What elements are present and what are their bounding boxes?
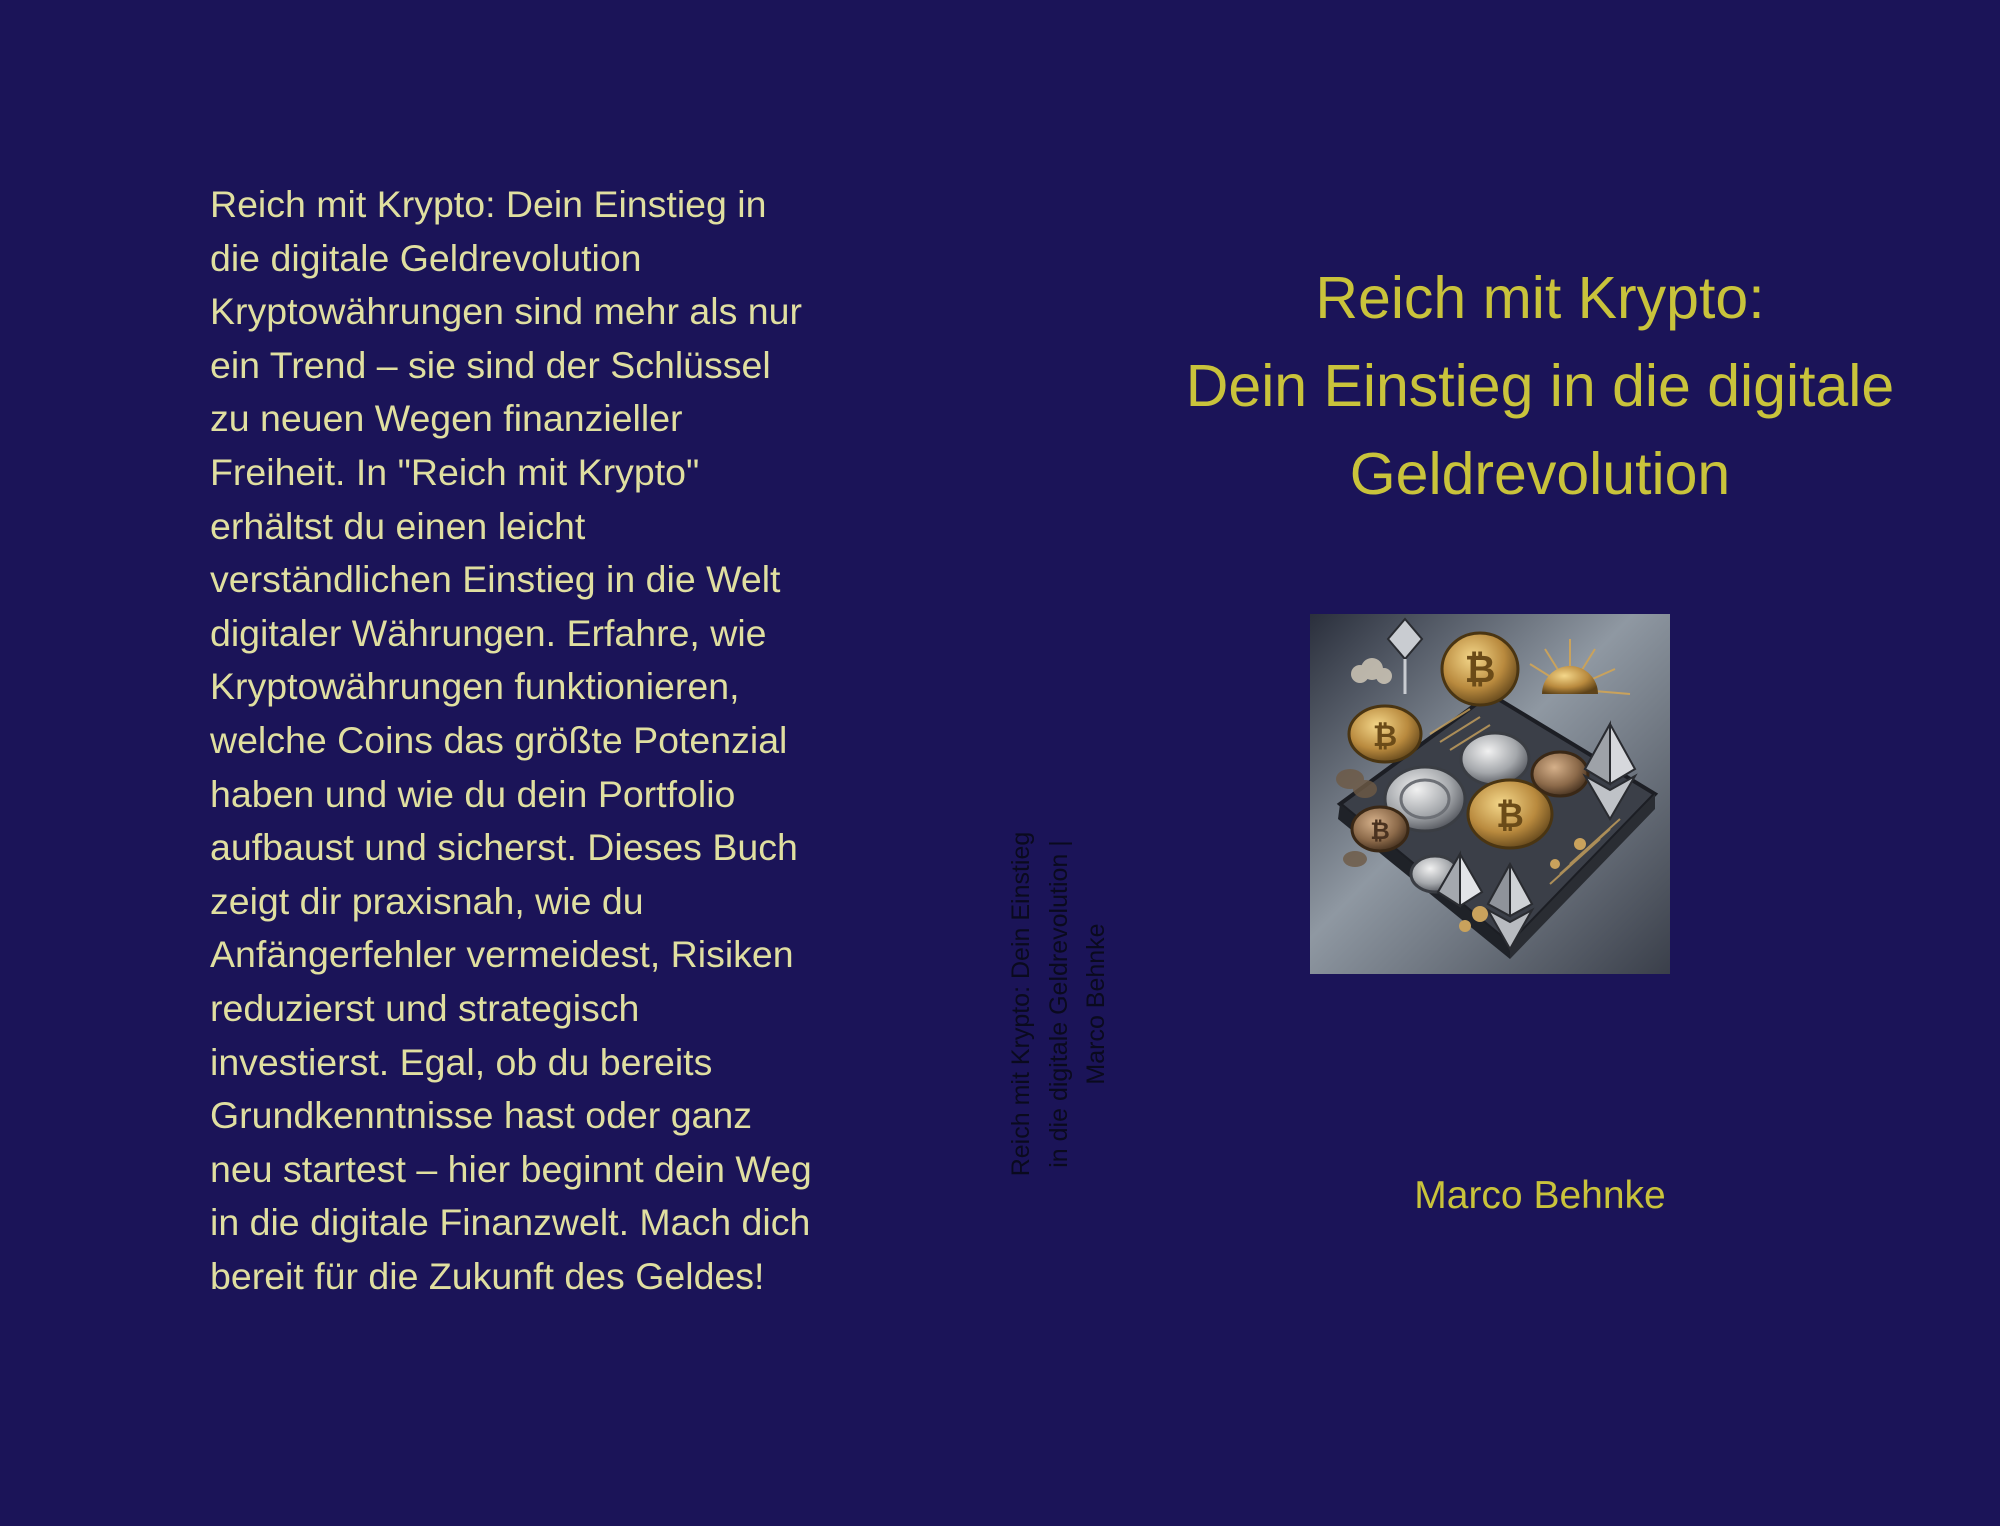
svg-text:₿: ₿ bbox=[1372, 720, 1398, 753]
front-cover-title: Reich mit Krypto: Dein Einstieg in die digitale Geldrevolution bbox=[1185, 265, 1895, 507]
back-cover-blurb: Reich mit Krypto: Dein Einstieg in die digitale Geldrevolution Kryptowährungen sind mehr als nur ein Trend – sie sind der Schlüssel zu neuen Wegen finanzieller Freiheit. In "Reich mit Krypto" erhältst du einen leicht verständlichen Einstieg in die Welt digitaler Währungen. Erfahre, wie Kryptowährungen funktionieren, welche Coins das größte Potenzial haben und wie du dein Portfolio aufbaust und sicherst. Dieses Buch zeigt dir praxisnah, wie du Anfängerfehler vermeidest, Risiken reduzierst und strategisch investierst. Egal, ob du bereits Grundkenntnisse hast oder ganz neu startest – hier beginnt dein Weg in die digitale Finanzwelt. Mach dich bereit für die Zukunft des Geldes! bbox=[210, 183, 812, 1297]
spine-text: Reich mit Krypto: Dein Einstieg in die digitale Geldrevolution | Marco Behnke bbox=[1007, 831, 1110, 1177]
svg-text:₿: ₿ bbox=[1496, 797, 1524, 835]
svg-text:₿: ₿ bbox=[1370, 818, 1390, 845]
crypto-coins-illustration-icon bbox=[1310, 614, 1670, 974]
author-name: Marco Behnke bbox=[1414, 1174, 1666, 1217]
svg-text:₿: ₿ bbox=[1464, 649, 1496, 691]
